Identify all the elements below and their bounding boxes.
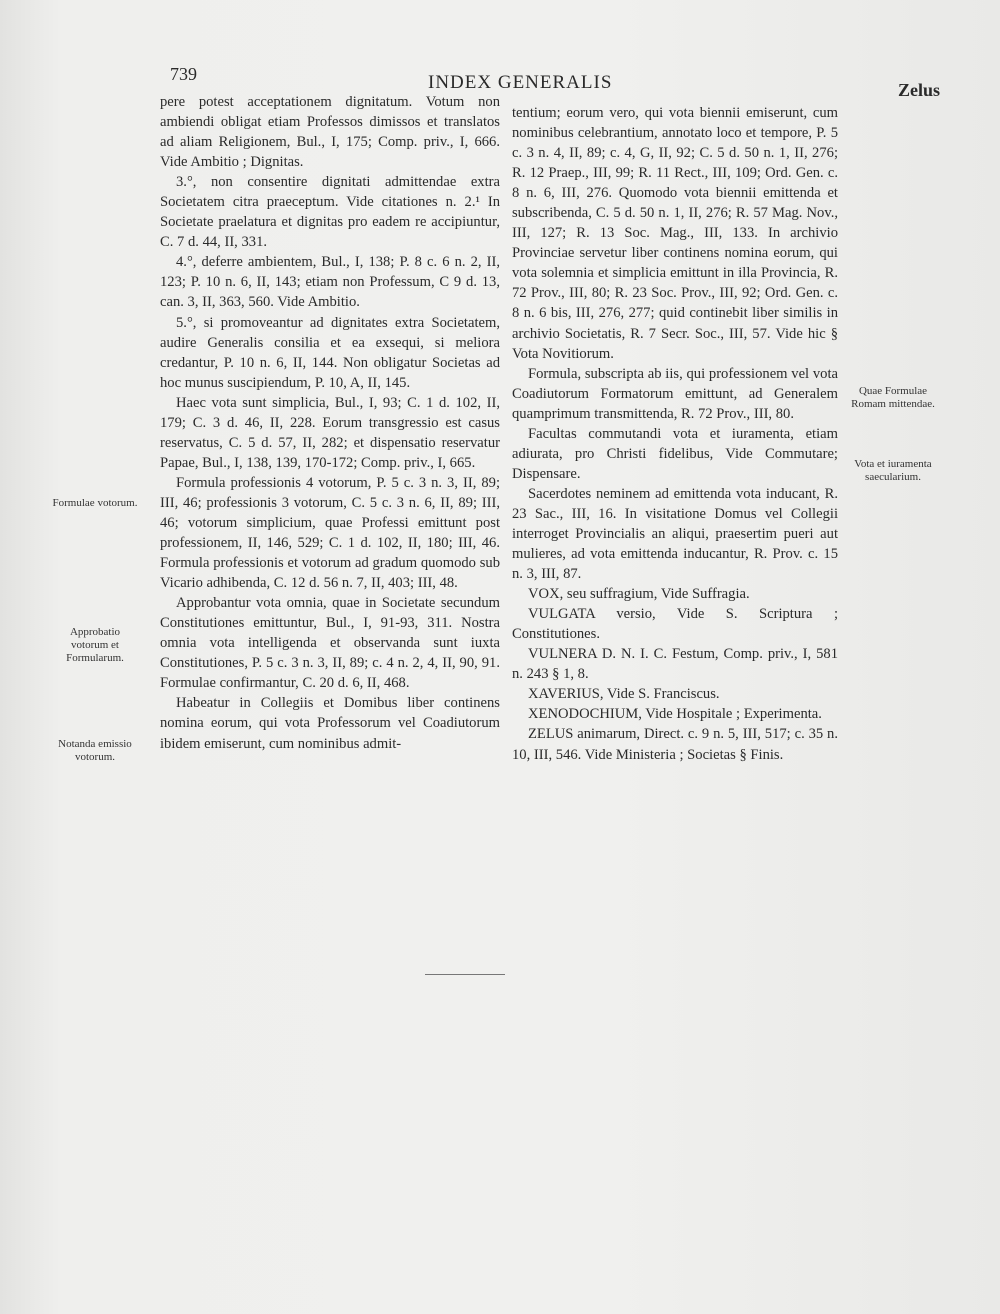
- paragraph: Haec vota sunt simplicia, Bul., I, 93; C. 1 d. 102, II, 179; C. 3 d. 46, II, 228. Eorum transgressio est casus reservatus, C. 5 d. 57, II, 282; et dispensatio reservatur Papae, Bul., I, 138, 139, 170-172; Comp. priv., I, 665.: [160, 394, 500, 471]
- margin-note: Vota et iuramenta saecularium.: [854, 458, 932, 483]
- right-column: [512, 103, 838, 765]
- margin-note: Quae Formulae Romam mittendae.: [851, 385, 935, 410]
- index-entry: XAVERIUS, Vide S. Franciscus.: [528, 686, 720, 703]
- paragraph: Sacerdotes neminem ad emittenda vota inducant, R. 23 Sac., III, 16. In visitatione Domus vel Collegii interroget Provincialis an aliqui, praesertim pueri aut mulieres, ad vota emittenda inducantur, R. Prov. c. 15 n. 3, III, 87.: [512, 485, 838, 583]
- paragraph: 3.°, non consentire dignitati admittendae extra Societatem citra praeceptum. Vide citationes n. 2.¹ In Societate praelatura et dignitas pro eadem re accipiuntur, C. 7 d. 44, II, 331.: [160, 174, 500, 251]
- index-entry: VOX, seu suffragium, Vide Suffragia.: [528, 586, 750, 603]
- paragraph: Facultas commutandi vota et iuramenta, etiam adiurata, pro Christi fidelibus, Vide Commutare; Dispensare.: [512, 425, 838, 482]
- margin-note: Notanda emissio votorum.: [58, 738, 132, 763]
- index-entry: XENODOCHIUM, Vide Hospitale ; Experimenta.: [528, 706, 822, 723]
- margin-note: Approbatio votorum et Formularum.: [66, 626, 124, 664]
- paragraph: Habeatur in Collegiis et Domibus liber continens nomina eorum, qui vota Professorum vel Coadiutorum ibidem emiserunt, cum nominibus admit-: [160, 695, 500, 752]
- paragraph: Formula, subscripta ab iis, qui professionem vel vota Coadiutorum Formatorum emittunt, ad Generalem quamprimum transmittenda, R. 72 Prov., III, 80.: [512, 365, 838, 422]
- catchword: Zelus: [898, 80, 941, 100]
- index-entry: VULNERA D. N. I. C. Festum, Comp. priv., I, 581 n. 243 § 1, 8.: [512, 646, 838, 683]
- page-number: 739: [170, 64, 197, 84]
- paragraph: 4.°, deferre ambientem, Bul., I, 138; P. 8 c. 6 n. 2, II, 123; P. 10 n. 6, II, 143; etiam non Professum, C 9 d. 13, can. 3, II, 363, 560. Vide Ambitio.: [160, 254, 500, 311]
- end-rule: [425, 974, 505, 975]
- paragraph: 5.°, si promoveantur ad dignitates extra Societatem, audire Generalis consilia et ea exsequi, si meliora credantur, P. 10 n. 6, II, 144. Non obligatur Societas ad hoc munus suscipiendum, P. 10, A, II, 145.: [160, 314, 500, 391]
- paragraph: Formula professionis 4 votorum, P. 5 c. 3 n. 3, II, 89; III, 46; professionis 3 votorum, C. 5 c. 3 n. 6, II, 89; III, 46; votorum simplicium, quae Professi emittunt post professionem, II, 146, 529; C. 1 d. 102, II, 180; III, 46. Formula professionis et votorum ad gradum quomodo sub Vicario adhibenda, C. 12 d. 56 n. 7, II, 403; III, 48.: [160, 474, 500, 592]
- index-entry: VULGATA versio, Vide S. Scriptura ; Constitutiones.: [512, 606, 838, 643]
- paragraph: Approbantur vota omnia, quae in Societate secundum Constitutiones emittuntur, Bul., I, 91-93, 311. Nostra omnia vota intelligenda et observanda sunt iuxta Constitutiones, P. 5 c. 3 n. 3, II, 89; c. 4 n. 2, 4, II, 90, 91. Formulae confirmantur, C. 20 d. 6, II, 468.: [160, 595, 500, 692]
- margin-note: Formulae votorum.: [52, 497, 138, 509]
- paragraph: tentium; eorum vero, qui vota biennii emiserunt, cum nominibus celebrantium, annotato loco et tempore, P. 5 c. 3 n. 4, II, 89; c. 4, G, II, 92; C. 5 d. 50 n. 1, II, 276; R. 12 Praep., III, 99; R. 11 Rect., III, 109; Ord. Gen. c. 8 n. 6, III, 276. Quomodo vota biennii emittenda et subscribenda, C. 5 d. 50 n. 1, II, 276; R. 57 Mag. Nov., III, 127; R. 13 Soc. Mag., III, 133. In archivio Provinciae servetur liber continens nomina eorum, qui vota solemnia et simplicia emittunt in illa Provincia, R. 72 Prov., III, 80; R. 23 Soc. Prov., III, 92; Ord. Gen. c. 8 n. 6 bis, III, 276, 277; quid continebit liber similis in archivio Societatis, R. 7 Secr. Soc., III, 57. Vide hic § Vota Novitiorum.: [512, 105, 838, 362]
- paragraph: pere potest acceptationem dignitatum. Votum non ambiendi obligat etiam Professos dimissos et translatos ad aliam Religionem, Bul., I, 175; Comp. priv., I, 666. Vide Ambitio ; Dignitas.: [160, 94, 500, 171]
- left-column: [160, 92, 500, 754]
- index-entry: ZELUS animarum, Direct. c. 9 n. 5, III, 517; c. 35 n. 10, III, 546. Vide Ministeria ; Societas § Finis.: [512, 726, 838, 763]
- page-title: INDEX GENERALIS: [428, 72, 613, 93]
